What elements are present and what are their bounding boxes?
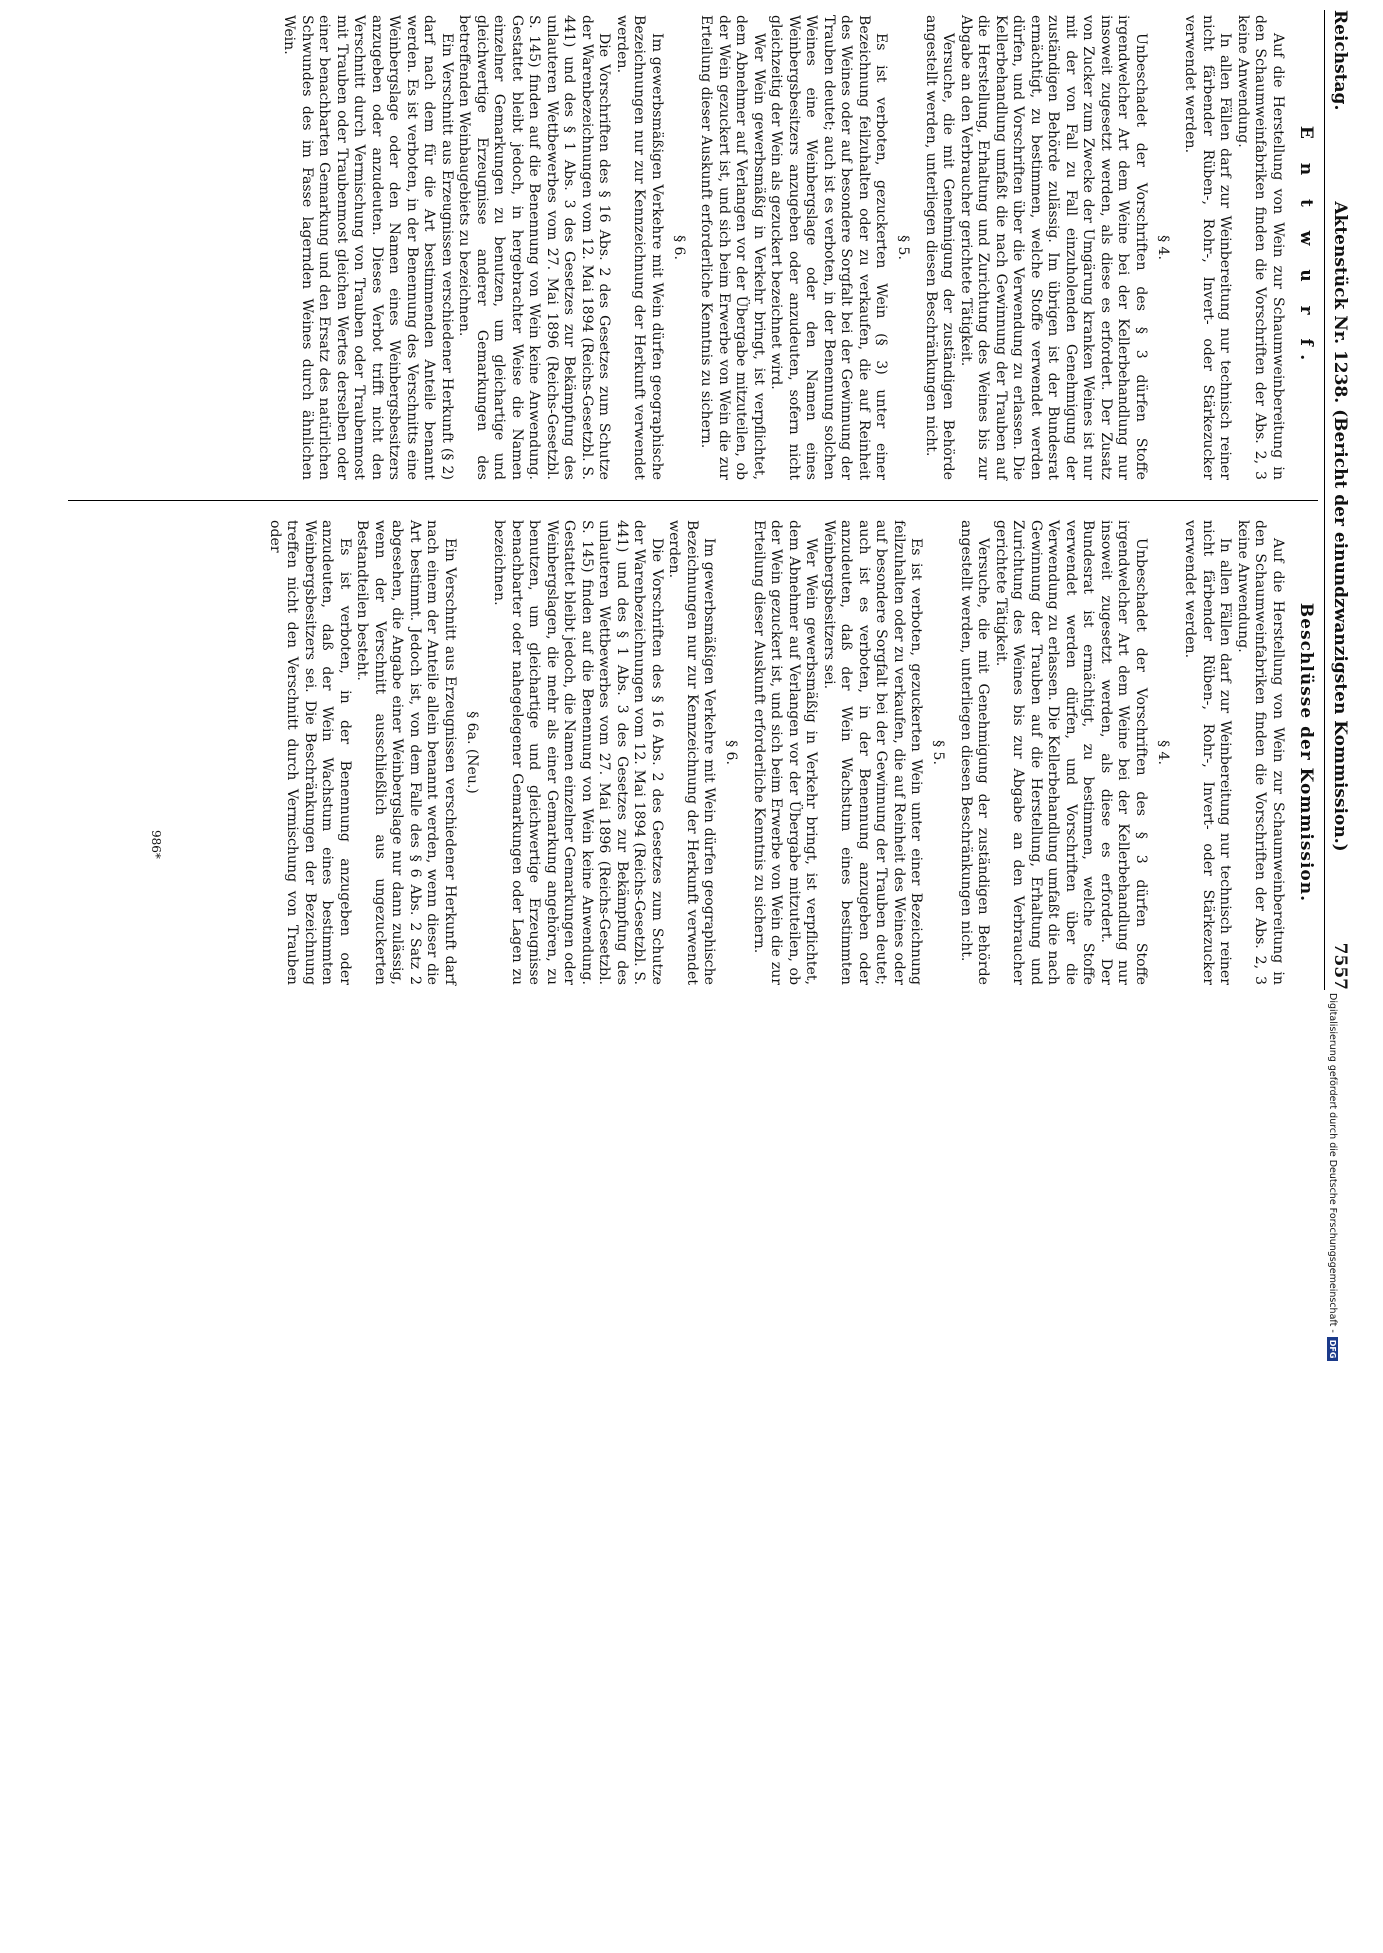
digitization-text: Digitalisierung gefördert durch die Deutsche Forschungsgemeinschaft - [1327,993,1339,1333]
paragraph: Versuche, die mit Genehmigung der zuständigen Behörde angestellt werden, unterliegen diesen Beschränkungen nicht. [923,15,957,480]
paragraph: Es ist verboten, gezuckerten Wein unter einer Bezeichnung feilzuhalten oder zu verkaufen, die auf Reinheit des Weines oder auf besondere Sorgfalt bei der Gewinnung der Trauben deutet; auch ist es verboten, in der Benennung anzugeben oder anzudeuten, daß der Wein Wachstum eines bestimmten Weinbergsbesitzers sei. [821,520,925,985]
section-heading: § 6a. (Neu.) [464,711,480,794]
left-column [280,15,1318,480]
page-header [1326,10,1358,990]
paragraph: Auf die Herstellung von Wein zur Schaumweinbereitung in den Schaumweinfabriken finden die Vorschriften der Abs. 2, 3 keine Anwendung. [1235,520,1286,985]
paragraph: Es ist verboten, in der Benennung anzugeben oder anzudeuten, daß der Wein Wachstum eines bestimmten Weinbergsbesitzers sei. Die Beschränkungen der Bezeichnung treffen nicht den Verschnitt durch Vermischung von Trauben oder [267,520,353,985]
digitization-note [1326,993,1340,1953]
left-column-body [280,15,1286,480]
paragraph: In allen Fällen darf zur Weinbereitung nur technisch reiner nicht färbender Rüben-, Rohr-, Invert- oder Stärkezucker verwendet werden. [1182,15,1234,480]
column-separator [68,500,1318,501]
paragraph: Versuche, die mit Genehmigung der zuständigen Behörde angestellt werden, unterliegen diesen Beschränkungen nicht. [958,520,992,985]
section-heading: § 4. [1155,235,1171,260]
header-page-number: 7557 [1330,942,1350,990]
section-heading: § 5. [930,740,947,765]
dfg-logo: DFG [1328,1337,1339,1362]
paragraph: Die Vorschriften des § 16 Abs. 2 des Gesetzes zum Schutze der Warenbezeichnungen vom 12. Mai 1894 (Reichs-Gesetzbl. S. 441) und des § 1 Abs. 3 des Gesetzes zur Bekämpfung des unlauteren Wettbewerbes vom 27. Mai 1896 (Reichs-Gesetzbl. S. 145) finden auf die Benennung von Wein keine Anwendung. Gestattet bleibt jedoch, die Namen einzelner Gemarkungen oder Weinbergslagen, die mehr als einer Gemarkung angehören, zu benutzen, um gleichartige und gleichwertige Erzeugnisse benachbarter oder nahegelegener Gemarkungen oder Lagen zu bezeichnen. [491,520,665,985]
right-column-body [266,520,1287,985]
section-heading: § 5. [895,235,912,260]
left-column-title: E n t w u r f. [1296,125,1316,370]
right-column [266,520,1319,985]
paragraph: Im gewerbsmäßigen Verkehre mit Wein dürfen geographische Bezeichnungen nur zur Kennzeichnung der Herkunft verwendet werden. [614,15,665,480]
header-rule [1324,10,1325,990]
paragraph: In allen Fällen darf zur Weinbereitung nur technisch reiner nicht färbender Rüben-, Rohr-, Invert- oder Stärkezucker verwendet werden. [1182,520,1234,985]
rotated-page [58,10,1358,1359]
right-column-title: Beschlüsse der Kommission. [1296,602,1316,903]
page-mark: 986* [149,830,163,859]
paragraph: Auf die Herstellung von Wein zur Schaumweinbereitung in den Schaumweinfabriken finden die Vorschriften der Abs. 2, 3 keine Anwendung. [1235,15,1286,480]
paragraph: Wer Wein gewerbsmäßig in Verkehr bringt, ist verpflichtet, dem Abnehmer auf Verlangen vor der Übergabe mitzuteilen, ob der Wein gezuckert ist, und sich beim Erwerbe von Wein die zur Erteilung dieser Auskunft erforderliche Kenntnis zu sichern. [698,15,767,480]
header-center: Aktenstück Nr. 1238. (Bericht der einundzwanzigsten Kommission.) [1330,201,1350,852]
paragraph: Unbeschadet der Vorschriften des § 3 dürfen Stoffe irgendwelcher Art dem Weine bei der Kellerbehandlung nur insoweit zugesetzt werden, als diese es erfordert. Der Zusatz von Zucker zum Zwecke der Umgärung kranken Weines ist nur mit der von Fall zu Fall einzuholenden Genehmigung der zuständigen Behörde zulässig. Im übrigen ist der Bundesrat ermächtigt, zu bestimmen, welche Stoffe verwendet werden dürfen, und Vorschriften über die Verwendung zu erlassen. Die Kellerbehandlung umfaßt die nach Gewinnung der Trauben auf die Herstellung, Erhaltung und Zurichtung des Weines bis zur Abgabe an den Verbraucher gerichtete Tätigkeit. [958,15,1149,480]
paragraph: Es ist verboten, gezuckerten Wein (§ 3) unter einer Bezeichnung feilzuhalten oder zu verkaufen, die auf Reinheit des Weines oder auf besondere Sorgfalt bei der Gewinnung der Trauben deutet; auch ist es verboten, in der Benennung solchen Weines eine Weinbergslage oder den Namen eines Weinbergsbesitzers anzugeben oder anzudeuten, sofern nicht gleichzeitig der Wein als gezuckert bezeichnet wird. [768,15,890,480]
paragraph: Die Vorschriften des § 16 Abs. 2 des Gesetzes zum Schutze der Warenbezeichnungen vom 12. Mai 1894 (Reichs-Gesetzbl. S. 441) und des § 1 Abs. 3 des Gesetzes zur Bekämpfung des unlauteren Wettbewerbes vom 27. Mai 1896 (Reichs-Gesetzbl. S. 145) finden auf die Benennung von Wein keine Anwendung. Gestattet bleibt jedoch, in hergebrachter Weise die Namen einzelner Gemarkungen zu benutzen, um gleichartige und gleichwertige Erzeugnisse anderer Gemarkungen des betreffenden Weinbaugebiets zu bezeichnen. [456,15,613,480]
section-heading: § 4. [1155,740,1171,765]
paragraph: Im gewerbsmäßigen Verkehre mit Wein dürfen geographische Bezeichnungen nur zur Kennzeichnung der Herkunft verwendet werden. [666,520,718,985]
section-heading: § 6. [671,235,687,260]
header-left: Reichstag. [1330,10,1350,111]
section-heading: § 6. [723,740,740,765]
paragraph: Ein Verschnitt aus Erzeugnissen verschiedener Herkunft darf nach einem der Anteile allein benannt werden, wenn dieser die Art bestimmt. Jedoch ist, von dem Falle des § 6 Abs. 2 Satz 2 abgesehen, die Angabe einer Weinbergslage nur dann zulässig, wenn der Verschnitt ausschließlich aus ungezuckerten Bestandteilen besteht. [354,520,458,985]
paragraph: Ein Verschnitt aus Erzeugnissen verschiedener Herkunft (§ 2) darf nach dem für die Art bestimmenden Anteile benannt werden. Es ist verboten, in der Benennung des Verschnitts eine Weinbergslage oder den Namen eines Weinbergsbesitzers anzugeben oder anzudeuten. Dieses Verbot trifft nicht den Verschnitt durch Vermischung von Trauben oder Traubenmost mit Trauben oder Traubenmost gleichen Wertes derselben oder einer benachbarten Gemarkung und den Ersatz des natürlichen Schwundes des im Fasse lagernden Weines durch ähnlichen Wein. [281,15,455,480]
paragraph: Wer Wein gewerbsmäßig in Verkehr bringt, ist verpflichtet, dem Abnehmer auf Verlangen vor der Übergabe mitzuteilen, ob der Wein gezuckert ist, und sich beim Erwerbe von Wein die zur Erteilung dieser Auskunft erforderliche Kenntnis zu sichern. [751,520,820,985]
paragraph: Unbeschadet der Vorschriften des § 3 dürfen Stoffe irgendwelcher Art dem Weine bei der Kellerbehandlung nur insoweit zugesetzt werden, als diese es erfordert. Der Bundesrat ist ermächtigt, zu bestimmen, welche Stoffe verwendet werden dürfen, und Vorschriften über die Verwendung zu erlassen. Die Kellerbehandlung umfaßt die nach Gewinnung der Trauben auf die Herstellung, Erhaltung und Zurichtung des Weines bis zur Abgabe an den Verbraucher gerichtete Tätigkeit. [993,520,1149,985]
